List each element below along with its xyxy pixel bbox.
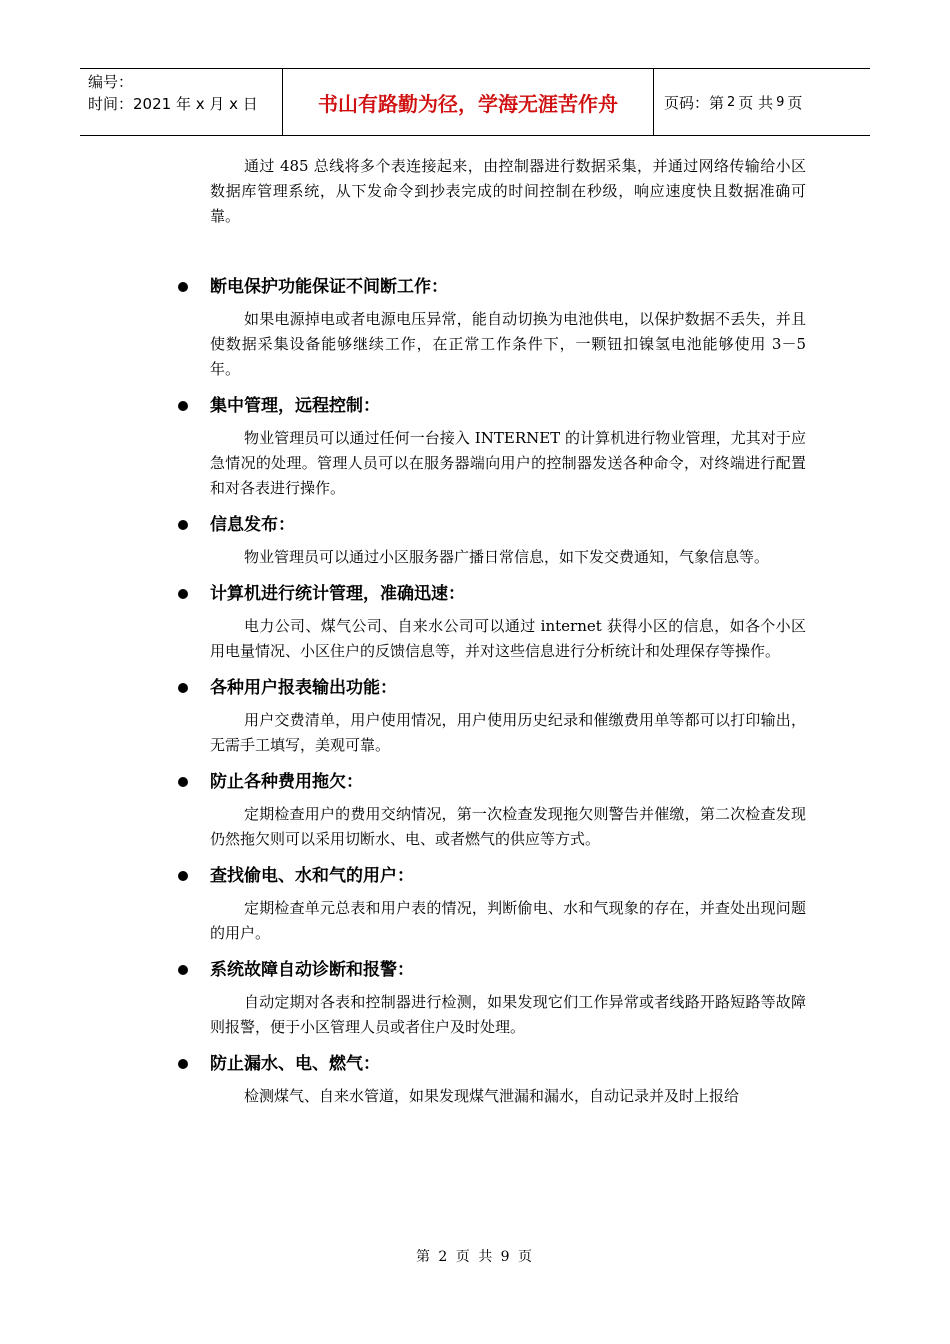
bullet-icon: [178, 282, 188, 292]
number-label: 编号：: [88, 73, 134, 91]
bullet-icon: [178, 777, 188, 787]
section-heading: 信息发布：: [210, 515, 295, 535]
section-info-publish: [210, 513, 806, 570]
section-heading: 断电保护功能保证不间断工作：: [210, 277, 448, 297]
section-statistics: [210, 582, 806, 664]
section-text: 如果电源掉电或者电源电压异常，能自动切换为电池供电，以保护数据不丢失，并且使数据采集设备能够继续工作，在正常工作条件下，一颗钮扣镍氢电池能够使用 3－5 年。: [210, 310, 806, 378]
page-footer: 第 2 页 共 9 页: [415, 1249, 535, 1265]
section-heading: 系统故障自动诊断和报警：: [210, 960, 414, 980]
date-label: 时间：2021 年 x 月 x 日: [88, 95, 258, 113]
section-theft: [210, 864, 806, 946]
section-text: 定期检查单元总表和用户表的情况，判断偷电、水和气现象的存在，并查处出现问题的用户。: [210, 899, 806, 942]
section-heading: 防止各种费用拖欠：: [210, 772, 363, 792]
section-heading: 各种用户报表输出功能：: [210, 678, 397, 698]
section-text: 自动定期对各表和控制器进行检测，如果发现它们工作异常或者线路开路短路等故障则报警，便于小区管理人员或者住户及时处理。: [210, 993, 806, 1036]
section-text: 物业管理员可以通过任何一台接入 INTERNET 的计算机进行物业管理，尤其对于应急情况的处理。管理人员可以在服务器端向用户的控制器发送各种命令，对终端进行配置和对各表进行操作。: [210, 429, 806, 497]
intro-paragraph: 通过 485 总线将多个表连接起来，由控制器进行数据采集，并通过网络传输给小区数据库管理系统，从下发命令到抄表完成的时间控制在秒级，响应速度快且数据准确可靠。: [210, 157, 806, 225]
section-diagnosis: [210, 958, 806, 1040]
section-leak: [210, 1052, 806, 1109]
section-text: 定期检查用户的费用交纳情况，第一次检查发现拖欠则警告并催缴，第二次检查发现仍然拖欠则可以采用切断水、电、或者燃气的供应等方式。: [210, 805, 806, 848]
bullet-icon: [178, 1059, 188, 1069]
page-suffix: 页: [787, 93, 803, 112]
page-total: 9: [776, 94, 785, 110]
section-text: 物业管理员可以通过小区服务器广播日常信息，如下发交费通知，气象信息等。: [244, 548, 770, 566]
section-heading: 计算机进行统计管理，准确迅速：: [210, 584, 465, 604]
header-meta: [80, 69, 282, 135]
section-text: 检测煤气、自来水管道，如果发现煤气泄漏和漏水，自动记录并及时上报给: [244, 1087, 740, 1105]
page-prefix: 页码：第: [664, 93, 725, 112]
section-power-protection: [210, 275, 806, 382]
page-header: [80, 68, 870, 136]
bullet-icon: [178, 520, 188, 530]
page-mid: 页 共: [738, 93, 774, 112]
header-motto: 书山有路勤为径，学海无涯苦作舟: [282, 69, 654, 135]
section-text: 电力公司、煤气公司、自来水公司可以通过 internet 获得小区的信息，如各个小区用电量情况、小区住户的反馈信息等，并对这些信息进行分析统计和处理保存等操作。: [210, 617, 806, 660]
section-text: 用户交费清单，用户使用情况，用户使用历史纪录和催缴费用单等都可以打印输出，无需手工填写，美观可靠。: [210, 711, 806, 754]
bullet-icon: [178, 683, 188, 693]
bullet-icon: [178, 965, 188, 975]
section-heading: 集中管理，远程控制：: [210, 396, 380, 416]
section-reports: [210, 676, 806, 758]
document-body: [210, 154, 806, 1121]
bullet-icon: [178, 871, 188, 881]
header-page-info: [654, 69, 870, 135]
page-current: 2: [727, 94, 736, 110]
bullet-icon: [178, 401, 188, 411]
section-heading: 防止漏水、电、燃气：: [210, 1054, 380, 1074]
section-heading: 查找偷电、水和气的用户：: [210, 866, 414, 886]
section-arrears: [210, 770, 806, 852]
bullet-icon: [178, 589, 188, 599]
section-remote-control: [210, 394, 806, 501]
